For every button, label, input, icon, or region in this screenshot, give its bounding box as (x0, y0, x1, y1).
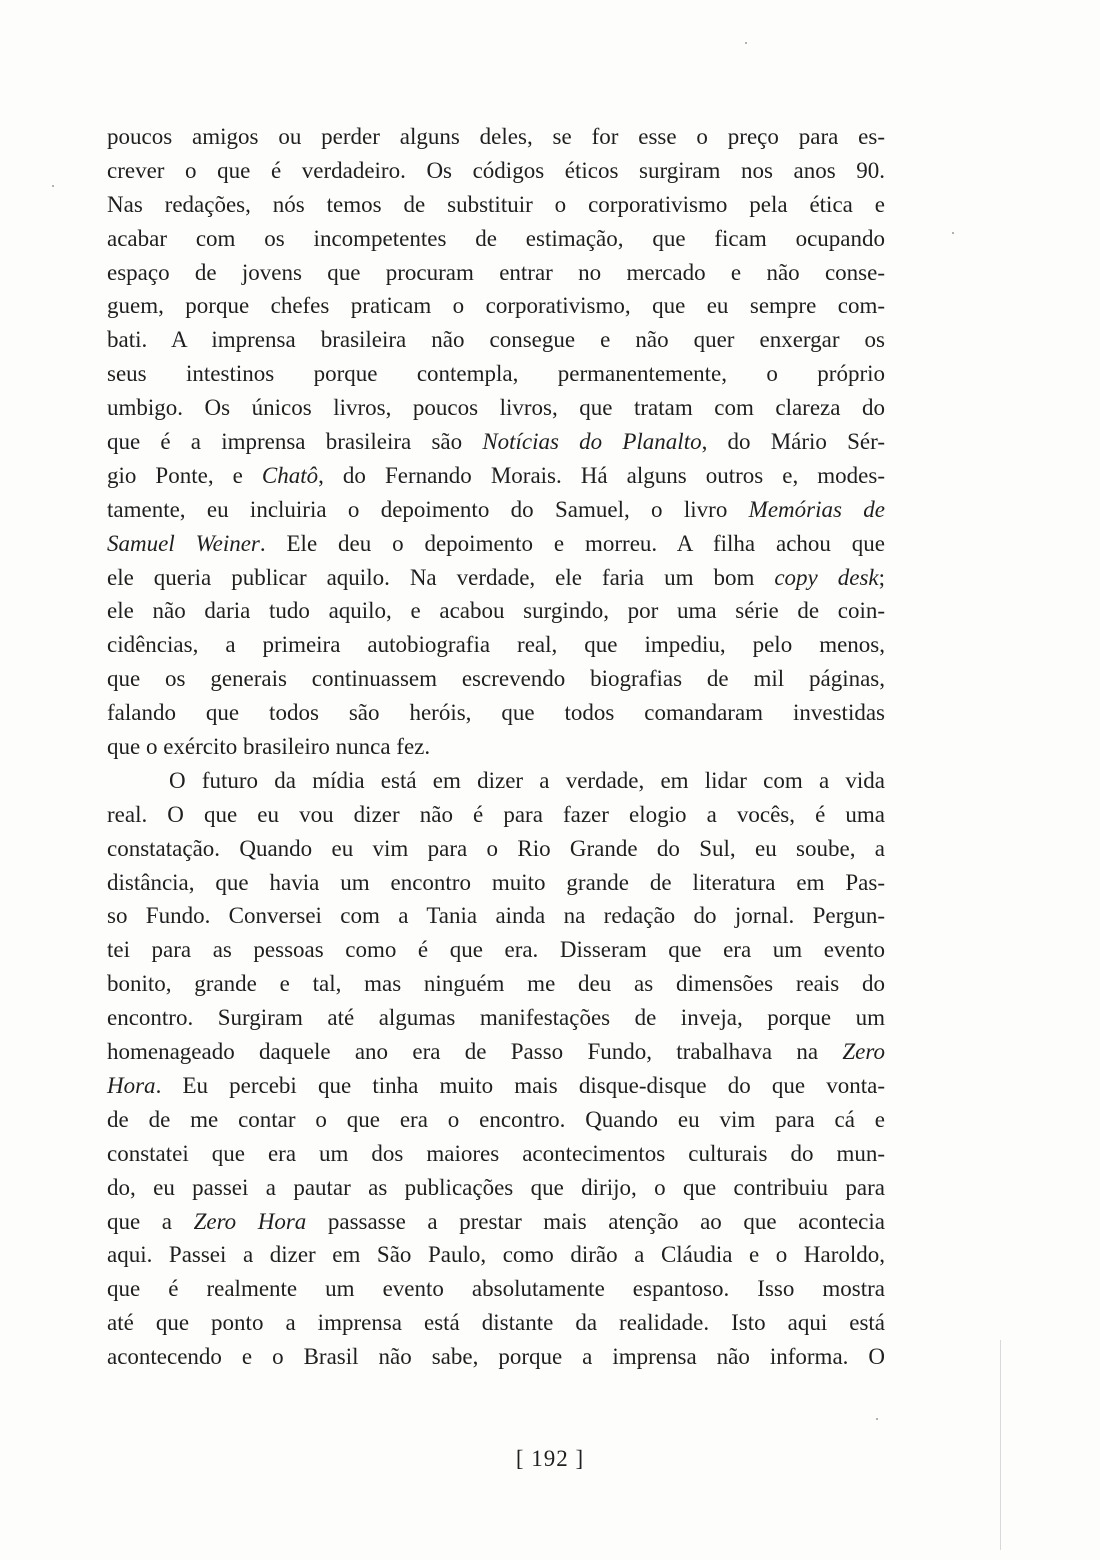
text-line (107, 1171, 885, 1205)
text-line (107, 730, 885, 764)
italic-title: Zero (842, 1039, 885, 1065)
text-run: falando que todos são heróis, que todos comandaram investidas (107, 700, 885, 726)
text-line (107, 594, 885, 628)
text-line (107, 154, 885, 188)
scan-speck (952, 232, 954, 234)
text-run: espaço de jovens que procuram entrar no mercado e não conse- (107, 259, 885, 285)
text-line (107, 866, 885, 900)
text-run: que o exército brasileiro nunca fez. (107, 734, 431, 760)
text-run: constatação. Quando eu vim para o Rio Grande do Sul, eu soube, a (107, 835, 885, 861)
text-run: de de me contar o que era o encontro. Quando eu vim para cá e (107, 1106, 885, 1132)
italic-title: Memórias de (748, 496, 885, 522)
text-run: homenageado daquele ano era de Passo Fundo, trabalhava na (107, 1039, 843, 1065)
text-line (107, 561, 885, 595)
text-run: ele não daria tudo aquilo, e acabou surgindo, por uma série de coin- (107, 598, 885, 624)
text-run: , do Mário Sér- (701, 429, 885, 455)
text-run: guem, porque chefes praticam o corporativismo, que eu sempre com- (107, 293, 885, 319)
italic-title: Hora (107, 1072, 156, 1098)
text-run: tamente, eu incluiria o depoimento do Samuel, o livro (107, 496, 749, 522)
text-line (107, 1035, 885, 1069)
body-text (107, 120, 885, 1374)
text-line (107, 832, 885, 866)
text-run: encontro. Surgiram até algumas manifestações de inveja, porque um (107, 1005, 885, 1031)
italic-title: Chatô (261, 462, 319, 488)
text-run: , do Fernando Morais. Há alguns outros e, modes- (318, 462, 886, 488)
text-line (107, 391, 885, 425)
text-line (107, 323, 885, 357)
text-run: do, eu passei a pautar as publicações que dirijo, o que contribuiu para (107, 1174, 885, 1200)
page-number: [ 192 ] (515, 1446, 585, 1471)
text-run: cidências, a primeira autobiografia real, que impediu, pelo menos, (107, 632, 885, 658)
text-line (107, 1238, 885, 1272)
text-line (107, 1001, 885, 1035)
text-run: . Ele deu o depoimento e morreu. A filha achou que (259, 530, 885, 556)
text-run: bonito, grande e tal, mas ninguém me deu as dimensões reais do (107, 971, 885, 997)
text-line (107, 933, 885, 967)
italic-title: copy desk (774, 564, 879, 590)
text-run: real. O que eu vou dizer não é para fazer elogio a vocês, é uma (107, 801, 885, 827)
text-run: constatei que era um dos maiores acontecimentos culturais do mun- (107, 1140, 885, 1166)
text-run: que a (107, 1208, 194, 1234)
scan-speck (52, 185, 54, 187)
text-run: bati. A imprensa brasileira não consegue e não quer enxergar os (107, 327, 885, 353)
text-line (107, 798, 885, 832)
text-line (107, 459, 885, 493)
text-run: acontecendo e o Brasil não sabe, porque a imprensa não informa. O (107, 1344, 885, 1370)
text-line (107, 1069, 885, 1103)
text-run: que é a imprensa brasileira são (107, 429, 483, 455)
text-line (107, 222, 885, 256)
text-run: O futuro da mídia está em dizer a verdade, em lidar com a vida (169, 767, 885, 793)
text-line (107, 662, 885, 696)
text-run: ; (878, 564, 885, 590)
text-run: acabar com os incompetentes de estimação, que ficam ocupando (107, 225, 885, 251)
text-line (107, 188, 885, 222)
scan-speck (745, 42, 747, 44)
text-run: poucos amigos ou perder alguns deles, se for esse o preço para es- (107, 124, 885, 149)
text-line (107, 493, 885, 527)
scan-speck (876, 1418, 878, 1420)
text-run: que é realmente um evento absolutamente espantoso. Isso mostra (107, 1276, 885, 1302)
scan-edge-line (1000, 1340, 1001, 1550)
text-line (107, 120, 885, 154)
text-line (107, 1103, 885, 1137)
text-line (107, 967, 885, 1001)
italic-title: Notícias do Planalto (482, 429, 702, 455)
text-run: distância, que havia um encontro muito grande de literatura em Pas- (107, 869, 885, 895)
text-line (107, 1306, 885, 1340)
text-run: Nas redações, nós temos de substituir o corporativismo pela ética e (107, 191, 885, 217)
italic-title: Zero Hora (193, 1208, 307, 1234)
text-line (107, 696, 885, 730)
text-line (107, 899, 885, 933)
text-line (107, 256, 885, 290)
text-line (107, 1340, 885, 1374)
text-run: crever o que é verdadeiro. Os códigos éticos surgiram nos anos 90. (107, 157, 885, 183)
text-line (107, 289, 885, 323)
text-line (107, 628, 885, 662)
text-run: seus intestinos porque contempla, permanentemente, o próprio (107, 361, 885, 387)
text-line (107, 425, 885, 459)
text-run: umbigo. Os únicos livros, poucos livros, que tratam com clareza do (107, 395, 885, 421)
text-run: passasse a prestar mais atenção ao que acontecia (306, 1208, 885, 1234)
text-run: . Eu percebi que tinha muito mais disque-disque do que vonta- (155, 1072, 885, 1098)
text-run: gio Ponte, e (107, 462, 262, 488)
italic-title: Samuel Weiner (107, 530, 260, 556)
text-run: so Fundo. Conversei com a Tania ainda na redação do jornal. Pergun- (107, 903, 885, 929)
text-run: aqui. Passei a dizer em São Paulo, como dirão a Cláudia e o Haroldo, (107, 1242, 885, 1268)
text-line (107, 1272, 885, 1306)
text-line (107, 527, 885, 561)
text-run: ele queria publicar aquilo. Na verdade, ele faria um bom (107, 564, 775, 590)
text-run: até que ponto a imprensa está distante da realidade. Isto aqui está (107, 1310, 885, 1336)
text-run: tei para as pessoas como é que era. Disseram que era um evento (107, 937, 885, 963)
text-line (107, 1205, 885, 1239)
text-line (107, 357, 885, 391)
text-line (107, 764, 885, 798)
text-run: que os generais continuassem escrevendo biografias de mil páginas, (107, 666, 885, 692)
text-line (107, 1137, 885, 1171)
